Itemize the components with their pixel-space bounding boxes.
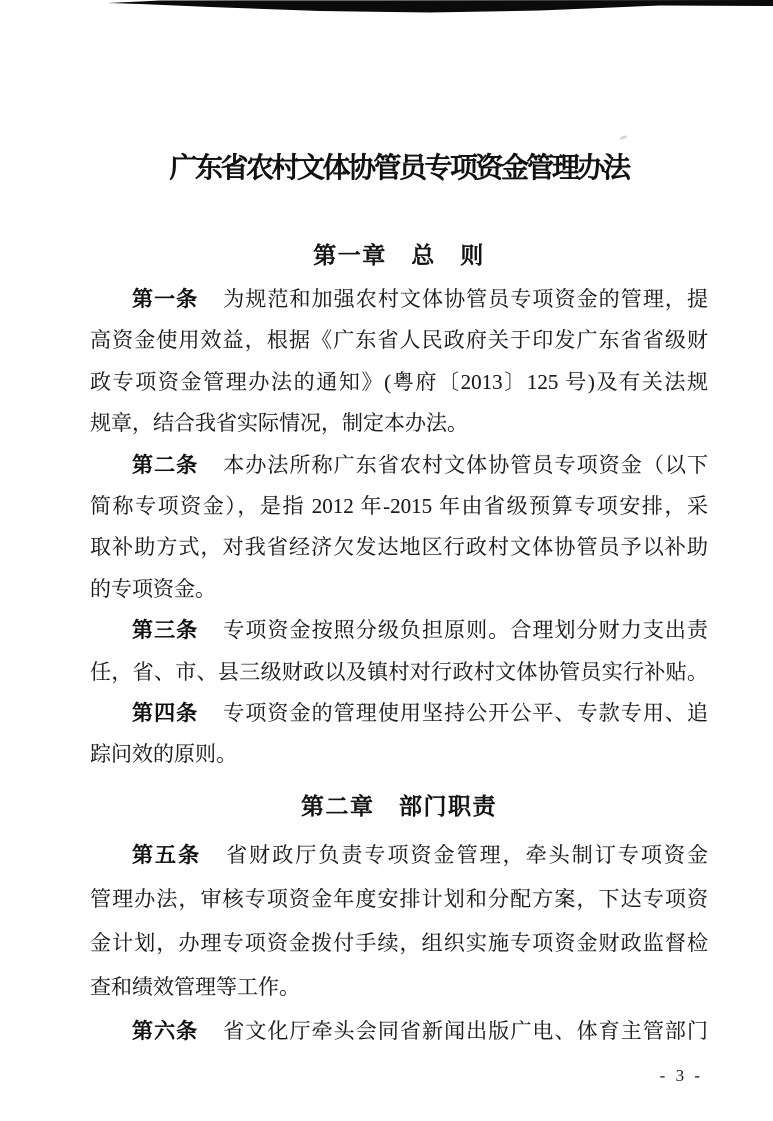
article-number: 第五条 xyxy=(132,843,202,867)
text-run: 专项资金按照分级负担原则。合理划分财力支出责 xyxy=(223,618,708,643)
article-number: 第四条 xyxy=(132,701,199,725)
article-number: 第二条 xyxy=(132,453,199,477)
chapter-1 xyxy=(90,240,708,776)
text-line xyxy=(90,445,708,486)
text-line: 的专项资金。 xyxy=(90,576,216,601)
text-run: 省财政厅负责专项资金管理，牵头制订专项资金 xyxy=(226,842,709,867)
chapter-1-heading: 第一章 总 则 xyxy=(313,242,485,268)
text-run: 本办法所称广东省农村文体协管员专项资金（以下 xyxy=(223,452,708,477)
article-number: 第三条 xyxy=(132,619,199,643)
text-line xyxy=(90,610,708,651)
text-line: 任，省、市、县三级财政以及镇村对行政村文体协管员实行补贴。 xyxy=(90,659,708,684)
text-line: 取补助方式，对我省经济欠发达地区行政村文体协管员予以补助 xyxy=(90,535,708,560)
text-line xyxy=(90,833,708,877)
page-number: - 3 - xyxy=(659,1066,703,1085)
text-line: 管理办法，审核专项资金年度安排计划和分配方案，下达专项资 xyxy=(90,886,708,911)
document-content xyxy=(90,0,708,1053)
text-line: 金计划，办理专项资金拨付手续，组织实施专项资金财政监督检 xyxy=(90,930,708,955)
text-line: 政专项资金管理办法的通知》(粤府〔2013〕125 号)及有关法规 xyxy=(90,369,708,394)
text-run: 为规范和加强农村文体协管员专项资金的管理，提 xyxy=(223,287,708,311)
chapter-2 xyxy=(90,791,708,1053)
text-line: 简称专项资金），是指 2012 年-2015 年由省级预算专项安排，采 xyxy=(90,493,708,518)
text-line xyxy=(90,693,708,734)
text-line: 查和绩效管理等工作。 xyxy=(90,974,300,999)
text-line: 踪问效的原则。 xyxy=(90,742,237,767)
text-line: 高资金使用效益，根据《广东省人民政府关于印发广东省省级财 xyxy=(90,328,708,353)
text-line xyxy=(90,279,708,320)
chapter-2-body xyxy=(90,833,708,1053)
article-number: 第六条 xyxy=(132,1019,199,1043)
text-line: 规章，结合我省实际情况，制定本办法。 xyxy=(90,411,468,436)
chapter-2-heading: 第二章 部门职责 xyxy=(301,792,497,819)
chapter-1-body xyxy=(90,279,708,776)
text-line xyxy=(90,1009,708,1053)
article-number: 第一条 xyxy=(132,288,199,311)
document-title: 广东省农村文体协管员专项资金管理办法 xyxy=(169,152,629,183)
text-run: 专项资金的管理使用坚持公开公平、专款专用、追 xyxy=(223,700,708,725)
text-run: 省文化厅牵头会同省新闻出版广电、体育主管部门 xyxy=(223,1018,708,1043)
